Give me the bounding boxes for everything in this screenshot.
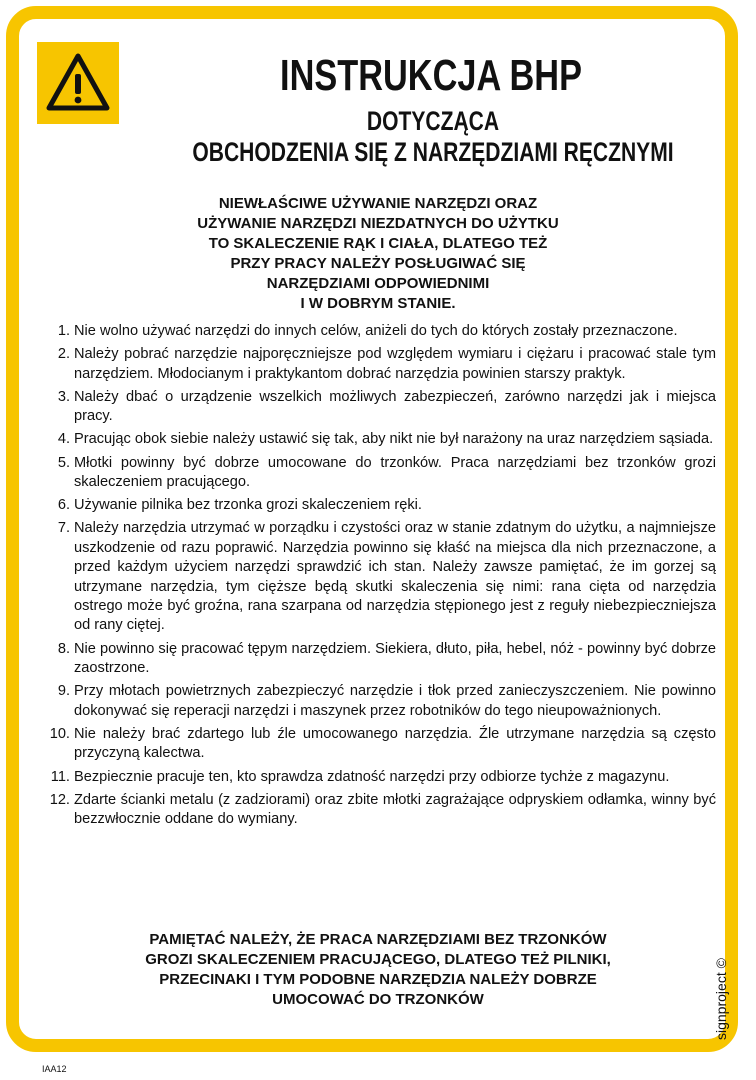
rule-text: Należy narzędzia utrzymać w porządku i czystości oraz w stanie zdatnym do użytku, a najmniejsze uszkodzenie od razu poprawić. Narzędzia powinno się kłaść na miejsca dla nich przeznaczone, a przed każdym użyciem narzędzi sprawdzić ich stan. Należy zawsze pamiętać, że im gorzej są utrzymane narzędzia, tym cięższe będą skutki skaleczenia się nimi: rana cięta od narzędzia ostrego może być groźna, rana szarpana od narzędzia stępionego jest z reguły niebezpieczniejsza od rany ciętej.	[74, 520, 716, 634]
page-title: INSTRUKCJA BHP	[280, 51, 582, 100]
rule-item	[46, 791, 716, 830]
rule-text: Należy pobrać narzędzie najporęczniejsze pod względem wymiaru i ciężaru i pracować stale tym narzędziem. Młodocianym i praktykantom dobrać narzędzia powinien starszy praktyk.	[74, 346, 716, 382]
rule-number: 11.	[50, 768, 70, 785]
rule-item	[46, 345, 716, 384]
intro-warning	[60, 194, 696, 314]
rule-number: 10.	[49, 725, 70, 742]
rule-number: 7.	[57, 520, 70, 537]
rule-text: Zdarte ścianki metalu (z zadziorami) oraz zbite młotki zagrażające odpryskiem odłamka, winny być bezzwłocznie oddane do wymiany.	[74, 791, 716, 828]
intro-line: NARZĘDZIAMI ODPOWIEDNIMI	[266, 275, 490, 292]
rule-text: Używanie pilnika bez trzonka grozi skaleczeniem ręki.	[74, 497, 422, 514]
rule-item	[46, 768, 716, 787]
rule-item	[46, 640, 716, 679]
rules-list	[46, 322, 716, 833]
rule-item	[46, 496, 716, 515]
intro-line: TO SKALECZENIE RĄK I CIAŁA, DLATEGO TEŻ	[208, 235, 548, 252]
subtitle-line-2: OBCHODZENIA SIĘ Z NARZĘDZIAMI RĘCZNYMI	[192, 137, 674, 167]
footer-line: GROZI SKALECZENIEM PRACUJĄCEGO, DLATEGO TEŻ PILNIKI,	[145, 951, 611, 968]
rule-item	[46, 388, 716, 427]
rule-number: 8.	[57, 640, 70, 657]
rule-number: 4.	[57, 431, 70, 448]
rule-number: 6.	[57, 497, 70, 514]
rule-number: 2.	[57, 346, 70, 363]
rule-text: Nie wolno używać narzędzi do innych celów, aniżeli do tych do których zostały przeznaczone.	[74, 323, 678, 339]
footer-line: UMOCOWAĆ DO TRZONKÓW	[272, 991, 484, 1008]
rule-number: 12.	[49, 791, 70, 808]
warning-box	[37, 42, 119, 124]
rule-item	[46, 454, 716, 493]
rule-text: Przy młotach powietrznych zabezpieczyć narzędzie i tłok przed zanieczyszczeniem. Nie powinno dokonywać się reperacji narzędzi i maszynek przez robotników do tego nieupoważnionych.	[74, 683, 716, 719]
subtitle-line-1: DOTYCZĄCA	[366, 106, 500, 136]
intro-line: UŻYWANIE NARZĘDZI NIEZDATNYCH DO UŻYTKU	[197, 215, 559, 232]
rule-number: 3.	[57, 388, 70, 405]
rule-item	[46, 682, 716, 721]
warning-triangle-icon	[37, 42, 119, 124]
rule-number: 5.	[57, 454, 70, 471]
rule-text: Młotki powinny być dobrze umocowane do trzonków. Praca narzędziami bez trzonków grozi skaleczeniem pracującego.	[74, 454, 716, 491]
intro-line: PRZY PRACY NALEŻY POSŁUGIWAĆ SIĘ	[230, 255, 526, 272]
rule-text: Pracując obok siebie należy ustawić się tak, aby nikt nie był narażony na uraz narzędziem sąsiada.	[74, 431, 714, 448]
rule-number: 9.	[57, 683, 70, 700]
intro-line: NIEWŁAŚCIWE UŻYWANIE NARZĘDZI ORAZ	[218, 195, 538, 212]
rule-item	[46, 430, 716, 449]
rule-text: Nie powinno się pracować tępym narzędziem. Siekiera, dłuto, piła, hebel, nóż - powinny być dobrze zaostrzone.	[74, 640, 716, 677]
footer-line: PAMIĘTAĆ NALEŻY, ŻE PRACA NARZĘDZIAMI BEZ TRZONKÓW	[149, 931, 607, 948]
product-code: IAA12	[42, 1064, 67, 1074]
rule-item	[46, 519, 716, 635]
rule-text: Nie należy brać zdartego lub źle umocowanego narzędzia. Źle utrzymane narzędzia są często przyczyną kalectwa.	[74, 725, 716, 762]
footer-line: PRZECINAKI I TYM PODOBNE NARZĘDZIA NALEŻY DOBRZE	[159, 971, 597, 988]
intro-line: I W DOBRYM STANIE.	[300, 295, 456, 312]
brand-credit: signproject ©	[713, 958, 729, 1040]
rule-item	[46, 322, 716, 341]
footer-reminder	[80, 930, 676, 1010]
rule-number: 1.	[57, 323, 70, 339]
rule-text: Należy dbać o urządzenie wszelkich możliwych zabezpieczeń, zarówno narzędzi jak i miejsca pracy.	[74, 388, 716, 425]
rule-text: Bezpiecznie pracuje ten, kto sprawdza zdatność narzędzi przy odbiorze tychże z magazynu.	[74, 768, 670, 785]
rule-item	[46, 725, 716, 764]
